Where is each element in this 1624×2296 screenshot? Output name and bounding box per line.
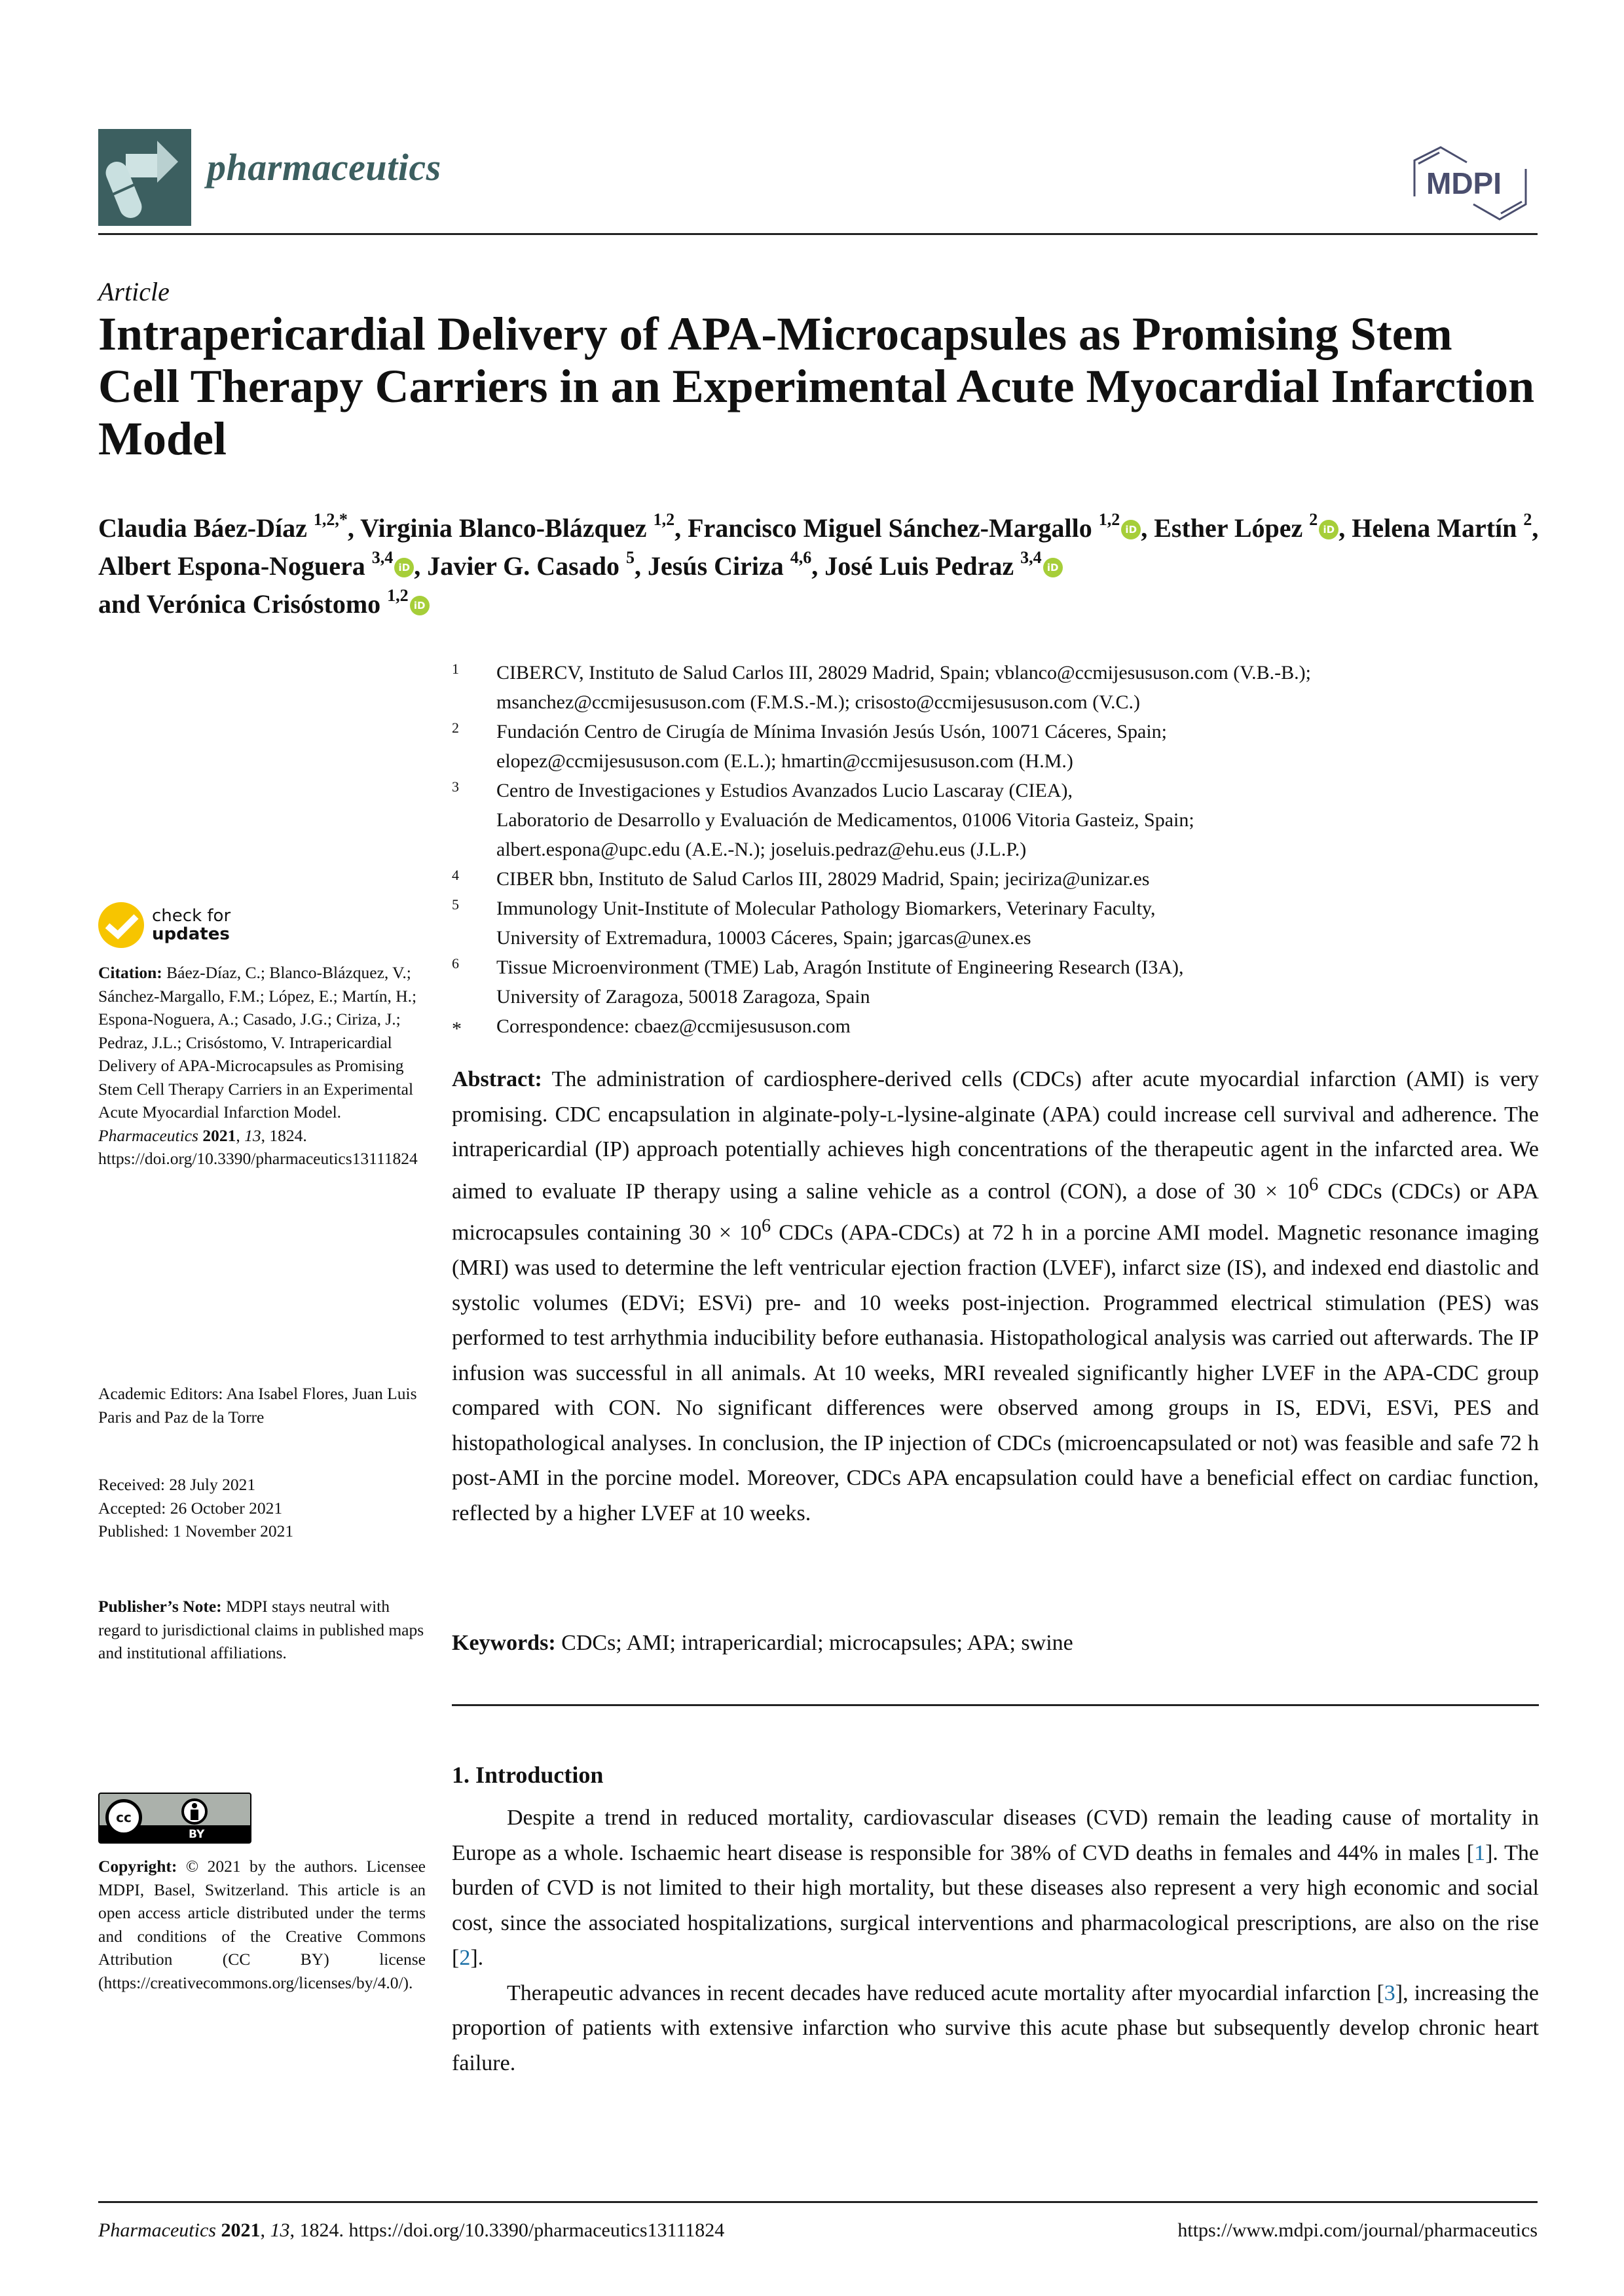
author[interactable]: Helena Martín $^2$ [1352,510,1532,543]
author[interactable]: Javier G. Casado $^5$ [427,548,635,581]
doi-link[interactable]: , 1824. https://doi.org/10.3390/pharmaceutics13111824 [98,1125,418,1168]
author-list: Claudia Báez-Díaz $^{1,2,*}$, Virginia Blanco-Blázquez $^{1,2}$, Francisco Miguel Sánchez-Margallo $^{1,2}$iD , Esther López $^2$iD , Helena Martín $^2$, Albert Espona-Noguera $^{3,4}$iD , Javier G. Casado $^5$, Jesús Ciriza $^{4,6}$, José Luis Pedraz $^{3,4}$iD and Verónica Crisóstomo $^{1,2}$iD [98,510,1539,619]
footer-rule [98,2201,1538,2203]
affiliation: 1 CIBERCV, Instituto de Salud Carlos III, 28029 Madrid, Spain; vblanco@ccmijesususon.com (V.B.-B.); msanchez@ccmijesususon.com (F.M.S.-M.); crisosto@ccmijesususon.com (V.C.) [452,661,1311,713]
author[interactable]: Verónica Crisóstomo $^{1,2}$iD [147,589,430,619]
author[interactable]: Albert Espona-Noguera $^{3,4}$iD [98,551,414,581]
orcid-icon[interactable]: iD [1043,558,1063,577]
journal-logo [98,129,191,226]
journal-name: pharmaceutics [207,146,441,189]
affiliation: 3 Centro de Investigaciones y Estudios Avanzados Lucio Lascaray (CIEA), Laboratorio de Desarrollo y Evaluación de Medicamentos, 01006 Vitoria Gasteiz, Spain; albert.espona@upc.edu (A.E.-N.); joseluis.pedraz@ehu.eus (J.L.P.) [452,778,1194,860]
academic-editors: Academic Editors: Ana Isabel Flores, Juan Luis Paris and Paz de la Torre [98,1384,417,1427]
pill-arrow-icon [98,129,191,226]
checkmark-icon [98,902,144,948]
introduction-body [452,1800,1539,2081]
orcid-icon[interactable]: iD [410,596,430,615]
author[interactable]: Francisco Miguel Sánchez-Margallo $^{1,2}$iD [688,513,1141,543]
cc-by-license-badge[interactable]: cc BY [98,1793,251,1844]
affiliation: 4 CIBER bbn, Instituto de Salud Carlos III, 28029 Madrid, Spain; jeciriza@unizar.es [452,867,1150,890]
citation: Citation: Báez-Díaz, C.; Blanco-Blázquez, V.; Sánchez-Margallo, F.M.; López, E.; Martín, H.; Espona-Noguera, A.; Casado, J.G.; Ciriza, J.; Pedraz, J.L.; Crisóstomo, V. Intrapericardial Delivery of APA-Microcapsules as Promising Stem Cell Therapy Carriers in an Experimental Acute Myocardial Infarction Model. Pharmaceutics 2021, 13, 1824. https://doi.org/10.3390/pharmaceutics13111824 [98,963,418,1168]
author[interactable]: Jesús Ciriza $^{4,6}$ [648,548,812,581]
mdpi-logo [1408,144,1532,223]
reference-link[interactable]: 1 [1474,1840,1486,1865]
creative-commons-icon: cc [105,1799,142,1836]
affiliations [452,658,1539,1041]
affiliation: 6 Tissue Microenvironment (TME) Lab, Aragón Institute of Engineering Research (I3A), University of Zaragoza, 50018 Zaragoza, Spain [452,955,1184,1008]
footer-doi-link[interactable]: , 1824. https://doi.org/10.3390/pharmaceutics13111824 [289,2219,725,2241]
journal-url-link[interactable]: https://www.mdpi.com/journal/pharmaceutics [1177,2219,1538,2241]
received-date: Received: 28 July 2021 [98,1475,256,1494]
affiliation: 2 Fundación Centro de Cirugía de Mínima Invasión Jesús Usón, 10071 Cáceres, Spain; elopez@ccmijesususon.com (E.L.); hmartin@ccmijesususon.com (H.M.) [452,720,1168,772]
orcid-icon[interactable]: iD [1319,520,1338,539]
article-title: Intrapericardial Delivery of APA-Microcapsules as Promising Stem Cell Therapy Carriers in an Experimental Acute Myocardial Infarction Model [98,308,1535,465]
section-divider [452,1704,1539,1706]
paragraph: Therapeutic advances in recent decades have reduced acute mortality after myocardial infarction [3], increasing the proportion of patients with extensive infarction who survive this acute phase but subsequently develop chronic heart failure. [452,1980,1540,2075]
published-date: Published: 1 November 2021 [98,1522,294,1540]
abstract: Abstract: The administration of cardiosphere-derived cells (CDCs) after acute myocardial infarction (AMI) is very promising. CDC encapsulation in alginate-poly-l-lysine-alginate (APA) could increase cell survival and adherence. The intrapericardial (IP) approach potentially achieves high concentrations of the therapeutic agent in the infarcted area. We aimed to evaluate IP therapy using a saline vehicle as a control (CON), a dose of $30 \times 10^6$ CDCs (CDCs) or APA microcapsules containing $30 \times 10^6$ CDCs (APA-CDCs) at 72 h in a porcine AMI model. Magnetic resonance imaging (MRI) was used to determine the left ventricular ejection fraction (LVEF), infarct size (IS), and indexed end diastolic and systolic volumes (EDVi; ESVi) pre- and 10 weeks post-injection. Programmed electrical stimulation (PES) was performed to test arrhythmia inducibility before euthanasia. Histopathological analysis was carried out afterwards. The IP infusion was successful in all animals. At 10 weeks, MRI revealed significantly higher LVEF in the APA-CDC group compared with CON. No significant differences were observed among groups in IS, EDVi, ESVi, PES and histopathological analyses. In conclusion, the IP injection of CDCs (microencapsulated or not) was feasible and safe 72 h post-AMI in the porcine model. Moreover, CDCs APA encapsulation could have a beneficial effect on cardiac function, reflected by a higher LVEF at 10 weeks. [452,1067,1539,1525]
reference-link[interactable]: 3 [1384,1980,1395,2005]
author[interactable]: Claudia Báez-Díaz $^{1,2,*}$ [98,510,348,543]
header-rule [98,233,1538,235]
attribution-icon [181,1798,208,1825]
author[interactable]: Virginia Blanco-Blázquez $^{1,2}$ [360,510,675,543]
article-type: Article [98,277,170,306]
section-heading: 1. Introduction [452,1762,604,1788]
accepted-date: Accepted: 26 October 2021 [98,1498,283,1518]
publisher-note: Publisher’s Note: MDPI stays neutral with regard to jurisdictional claims in published maps and institutional affiliations. [98,1597,424,1662]
author[interactable]: Esther López $^2$iD [1154,513,1338,543]
copyright: Copyright: © 2021 by the authors. Licensee MDPI, Basel, Switzerland. This article is an open access article distributed under the terms and conditions of the Creative Commons Attribution (CC BY) license (https://creativecommons.org/licenses/by/4.0/). [98,1857,426,1992]
publication-dates [98,1473,426,1543]
orcid-icon[interactable]: iD [1121,520,1141,539]
author[interactable]: José Luis Pedraz $^{3,4}$iD [824,551,1062,581]
check-for-updates-button[interactable]: check for updates [98,902,249,948]
reference-link[interactable]: 2 [459,1946,471,1970]
keywords: Keywords: CDCs; AMI; intrapericardial; microcapsules; APA; swine [452,1631,1073,1655]
paragraph: Despite a trend in reduced mortality, cardiovascular diseases (CVD) remain the leading cause of mortality in Europe as a whole. Ischaemic heart disease is responsible for 38% of CVD deaths in females and 44% in males [1]. The burden of CVD is not limited to their high mortality, but these diseases also represent a very high economic and social cost, since the associated hospitalizations, surgical interventions and pharmacological prescriptions, are also on the rise [2]. [452,1806,1540,1970]
svg-text:MDPI: MDPI [1426,166,1502,200]
orcid-icon[interactable]: iD [394,558,414,577]
affiliation: 5 Immunology Unit-Institute of Molecular Pathology Biomarkers, Veterinary Faculty, University of Extremadura, 10003 Cáceres, Spain; jgarcas@unex.es [452,896,1156,949]
correspondence: * Correspondence: cbaez@ccmijesususon.com [452,1015,851,1040]
footer-citation: Pharmaceutics 2021, 13, 1824. https://doi.org/10.3390/pharmaceutics13111824 [98,2219,725,2241]
